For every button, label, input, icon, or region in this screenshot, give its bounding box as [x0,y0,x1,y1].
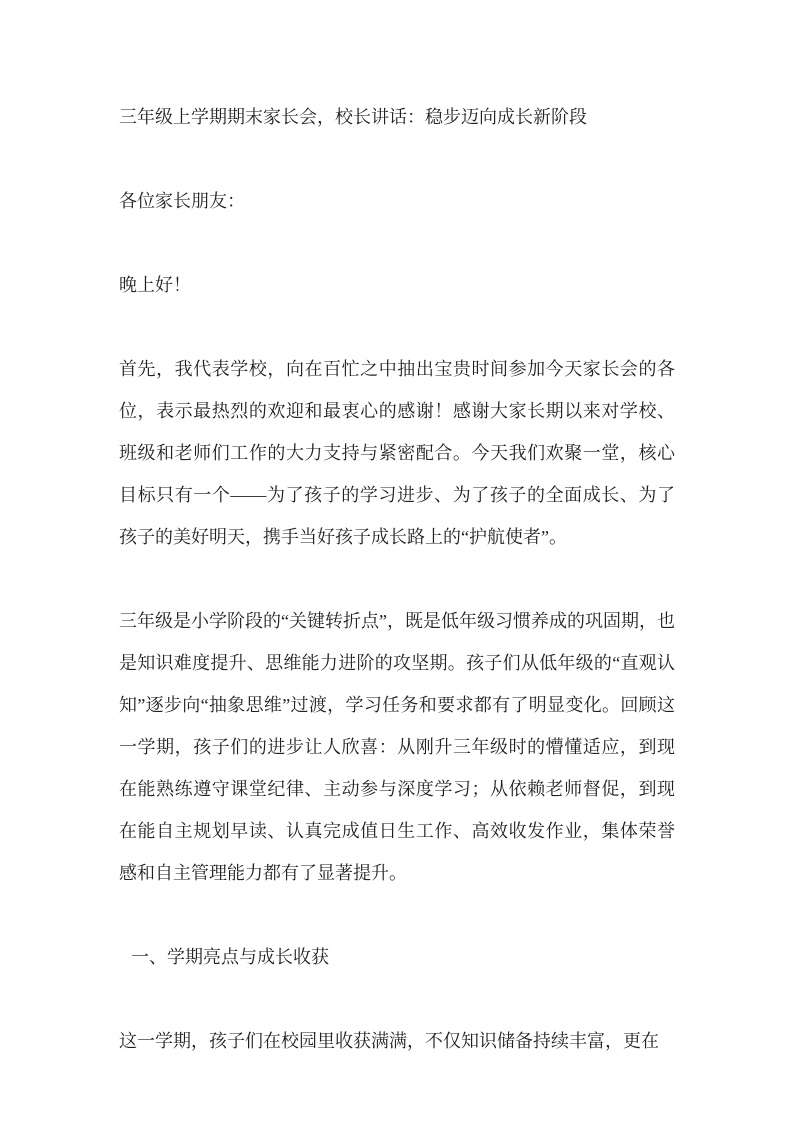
paragraph-semester-harvest: 这一学期，孩子们在校园里收获满满，不仅知识储备持续丰富，更在 [119,1031,659,1051]
paragraph-grade3-transition: 三年级是小学阶段的“关键转折点”，既是低年级习惯养成的巩固期，也是知识难度提升、思维能力进阶的攻坚期。孩子们从低年级的“直观认知”逐步向“抽象思维”过渡，学习任务和要求都有了明显变化。回顾这一学期，孩子们的进步让人欣喜：从刚升三年级时的懵懂适应，到现在能熟练遵守课堂纪律、主动参与深度学习；从依赖老师督促，到现在能自主规划早读、认真完成值日生工作、高效收发作业，集体荣誉感和自主管理能力都有了显著提升。 [119,611,675,883]
salutation-line: 各位家长朋友： [119,191,245,211]
document-title: 三年级上学期期末家长会，校长讲话：稳步迈向成长新阶段 [119,107,587,127]
paragraph-intro: 首先，我代表学校，向在百忙之中抽出宝贵时间参加今天家长会的各位，表示最热烈的欢迎和最衷心的感谢！感谢大家长期以来对学校、班级和老师们工作的大力支持与紧密配合。今天我们欢聚一堂，核心目标只有一个——为了孩子的学习进步、为了孩子的全面成长、为了孩子的美好明天，携手当好孩子成长路上的“护航使者”。 [119,359,675,547]
section-heading-1: 一、学期亮点与成长收获 [131,947,329,967]
greeting-line: 晚上好！ [119,275,191,295]
